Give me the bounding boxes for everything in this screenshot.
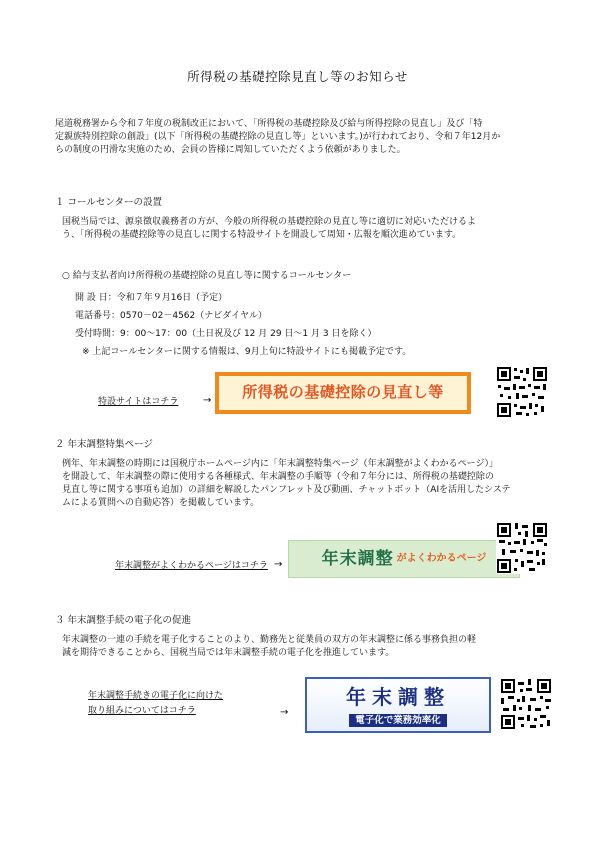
callcenter-hours: 受付時間：9：00～17：00（土日祝及び 12 月 29 日～1 月 3 日を除く） <box>75 329 377 339</box>
digitalization-link-line1[interactable]: 年末調整手続きの電子化に向けた <box>88 691 224 701</box>
qr-code-icon <box>496 366 548 418</box>
section3-body: 年末調整の一連の手続を電子化することのより、勤務先と従業員の双方の年末調整に係る事務負担の軽 減を期待できることから、国税当局では年末調整手続の電子化を推進しています。 <box>62 635 477 659</box>
special-site-link[interactable]: 特設サイトはコチラ <box>98 397 179 407</box>
banner-main-text: 年末調整 <box>321 548 394 569</box>
nenmatsu-page-link[interactable]: 年末調整がよくわかるページはコチラ <box>115 561 268 571</box>
callcenter-note: ※ 上記コールセンターに関する情報は、9月上旬に特設サイトにも掲載予定です。 <box>82 347 412 357</box>
section2-body: 例年、年末調整の時期には国税庁ホームページ内に「年末調整特集ページ（年末調整がよくわかるページ）」 を開設して、年末調整の際に使用する各種様式、年末調整の手順等（令和７年分には、所得税の基礎控除の 見直し等に関する事項も追加）の詳細を解説したパンフレット及び動画、チャットボット（AIを活用したシステ ムによる質問への自動応答）を掲載しています。 <box>62 459 511 509</box>
arrow-right-icon: → <box>280 707 289 718</box>
banner-sub-text: がよくわかるページ <box>396 552 487 564</box>
callcenter-item-title: ○ 給与支払者向け所得税の基礎控除の見直し等に関するコールセンター <box>62 271 352 281</box>
banner-main-text: 年末調整 <box>346 684 450 709</box>
qr-code-icon <box>496 522 548 574</box>
section1-heading: １ コールセンターの設置 <box>55 197 162 208</box>
page-title: 所得税の基礎控除見直し等のお知らせ <box>187 69 408 84</box>
intro-paragraph: 尾道税務署から令和７年度の税制改正において、「所得税の基礎控除及び給与所得控除の見直し」及び「特 定親族特別控除の創設」(以下「所得税の基礎控除の見直し等」といいます。)が行われており、令和７年12月か らの制度の円滑な実施のため、会員の皆様に周知していただくよう依頼がありました。 <box>55 119 501 156</box>
arrow-right-icon: → <box>203 395 212 406</box>
qr-code-icon <box>500 678 552 730</box>
section2-heading: ２ 年末調整特集ページ <box>55 439 153 450</box>
section1-body: 国税当局では、源泉徴収義務者の方が、今般の所得税の基礎控除の見直し等に適切に対応いただけるよ う、「所得税の基礎控除等の見直しに関する特設サイトを開設して周知・広報を順次進めています。 <box>62 217 477 241</box>
digitalization-link-line2[interactable]: 取り組みについてはコチラ <box>88 706 196 717</box>
callcenter-phone: 電話番号：0570－02－4562（ナビダイヤル） <box>75 311 267 321</box>
digitalization-banner[interactable] <box>305 677 491 733</box>
banner-sub-text: 電子化で業務効率化 <box>349 714 447 728</box>
section3-heading: ３ 年末調整手続の電子化の促進 <box>55 615 192 626</box>
digitalization-link[interactable] <box>88 690 223 718</box>
arrow-right-icon: → <box>274 559 283 570</box>
special-site-banner[interactable]: 所得税の基礎控除の見直し等 <box>215 372 471 414</box>
nenmatsu-page-banner[interactable] <box>288 540 520 578</box>
callcenter-open-date: 開 設 日：令和７年９月16日（予定） <box>75 293 228 303</box>
